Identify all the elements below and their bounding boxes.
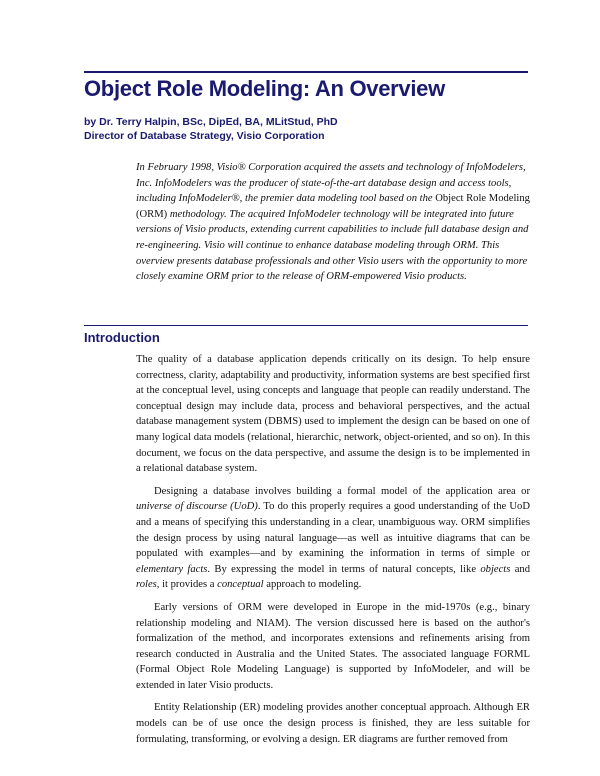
p2-text-g: and (510, 563, 530, 575)
p2-term-objects: objects (480, 563, 511, 575)
paragraph-4: Entity Relationship (ER) modeling provides another conceptual approach. Although ER models can be of use once the design process is finished, they are less suitable for formulating, transforming, or evolving a design. ER diagrams are further removed from (136, 702, 530, 745)
body-text (136, 352, 530, 754)
p2-text-k: approach to modeling. (263, 579, 362, 591)
p2-term-roles: roles (136, 579, 157, 591)
p2-term-uod: universe of discourse (UoD) (136, 501, 258, 513)
p2-term-conceptual: conceptual (217, 579, 264, 591)
abstract-text-1: In February 1998, Visio® Corporation acquired the assets and technology of InfoModelers, Inc. InfoModelers was the producer of state-of-the-art database design and access tools, including InfoModeler®, the premier data modeling tool based on the (136, 162, 526, 205)
section-heading: Introduction (84, 330, 160, 345)
affiliation-line: Director of Database Strategy, Visio Corporation (84, 129, 325, 142)
author-block (84, 116, 534, 143)
p2-text-c: . To do this properly requires a good understanding of the UoD and a means of specifying this understanding in a clear, unambiguous way. ORM simplifies the design process by using natural language—as well as intuitive diagrams that can be populated with examples—and by examining the information in terms of simple or (136, 501, 530, 560)
paragraph-3: Early versions of ORM were developed in Europe in the mid-1970s (e.g., binary relationship modeling and NIAM). The version discussed here is based on the author's formalization of the method, and incorporates extensions and refinements arising from research conducted in Australia and the United States. The associated language FORML (Formal Object Role Modeling Language) is supported by InfoModeler, and will be extended in later Visio products. (136, 601, 530, 691)
document-title: Object Role Modeling: An Overview (84, 76, 445, 101)
p2-text-i: , it provides a (156, 579, 218, 591)
abstract (136, 160, 530, 285)
paragraph-1: The quality of a database application depends critically on its design. To help ensure correctness, clarity, adaptability and productivity, information systems are best specified first at the conceptual level, using concepts and language that people can readily understand. The conceptual design may include data, process and behavioral perspectives, and the actual database management system (DBMS) used to implement the design can be based on one of many logical data models (relational, hierarchic, network, object-oriented, and so on). In this document, we focus on the data perspective, and assume the design is to be implemented in a relational database system. (136, 354, 530, 475)
title-rule (84, 71, 528, 73)
abstract-text-2: methodology. The acquired InfoModeler technology will be integrated into future versions of Visio products, extending current capabilities to include full database design and re-engineering. Visio will continue to enhance database modeling through ORM. This overview presents database professionals and other Visio users with the opportunity to more closely examine ORM prior to the release of ORM-empowered Visio products. (136, 208, 529, 283)
p2-text-a: Designing a database involves building a formal model of the application area or (154, 485, 530, 497)
paragraph-2 (136, 484, 530, 593)
section-rule (84, 325, 528, 326)
author-line: by Dr. Terry Halpin, BSc, DipEd, BA, MLitStud, PhD (84, 116, 338, 128)
p2-text-e: . By expressing the model in terms of natural concepts, like (207, 563, 481, 575)
abstract-orm-term: Object Role Modeling (ORM) (136, 193, 530, 220)
p2-term-elementary-facts: elementary facts (136, 563, 208, 575)
